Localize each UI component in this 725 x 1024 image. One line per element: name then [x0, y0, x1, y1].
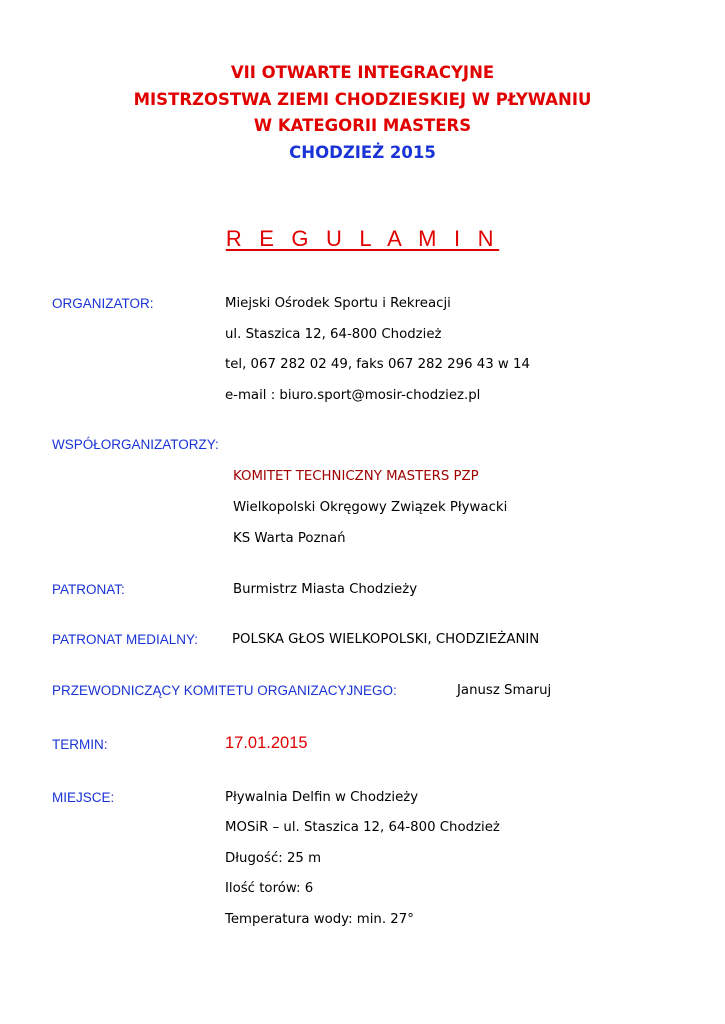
header-line-4: CHODZIEŻ 2015 — [289, 142, 436, 162]
regulamin-title-text: R E G U L A M I N — [225, 226, 500, 251]
organizator-line-1: Miejski Ośrodek Sportu i Rekreacji — [225, 296, 451, 311]
przewodniczacy-label: PRZEWODNICZĄCY KOMITETU ORGANIZACYJNEGO — [52, 683, 394, 698]
organizator-label: ORGANIZATOR: — [52, 296, 154, 311]
organizator-email: e-mail : biuro.sport@mosir-chodziez.pl — [225, 388, 481, 403]
document-header — [0, 60, 725, 166]
header-line-1: VII OTWARTE INTEGRACYJNE — [230, 63, 495, 82]
miejsce-line-3: Długość: 25 m — [225, 851, 322, 866]
miejsce-line-5: Temperatura wody: min. 27° — [225, 912, 414, 927]
miejsce-line-4: Ilość torów: 6 — [225, 881, 314, 896]
termin-value: 17.01.2015 — [225, 734, 308, 752]
patronat-medialny-label: PATRONAT MEDIALNY: — [52, 632, 199, 647]
organizator-line-3: tel, 067 282 02 49, faks 067 282 296 43 w 14 — [225, 357, 530, 372]
termin-label: TERMIN: — [52, 737, 108, 752]
header-line-3: W KATEGORII MASTERS — [253, 116, 472, 135]
miejsce-line-2: MOSiR – ul. Staszica 12, 64-800 Chodzież — [225, 820, 500, 835]
miejsce-label: MIEJSCE: — [52, 790, 115, 805]
wspolorganizatorzy-label: WSPÓŁORGANIZATORZY: — [52, 437, 219, 452]
wspolorganizator-line-3: KS Warta Poznań — [233, 531, 346, 546]
wspolorganizator-line-2: Wielkopolski Okręgowy Związek Pływacki — [233, 500, 508, 515]
miejsce-line-1: Pływalnia Delfin w Chodzieży — [225, 790, 419, 805]
przewodniczacy-row — [52, 683, 397, 698]
organizator-line-2: ul. Staszica 12, 64-800 Chodzież — [225, 327, 442, 342]
przewodniczacy-colon: : — [393, 683, 397, 698]
patronat-label: PATRONAT: — [52, 582, 125, 597]
regulamin-heading — [0, 226, 725, 252]
header-line-2: MISTRZOSTWA ZIEMI CHODZIESKIEJ W PŁYWANIU — [133, 89, 592, 109]
patronat-medialny-value: POLSKA GŁOS WIELKOPOLSKI, CHODZIEŻANIN — [232, 632, 540, 647]
wspolorganizator-line-1: KOMITET TECHNICZNY MASTERS PZP — [233, 469, 479, 484]
patronat-value: Burmistrz Miasta Chodzieży — [233, 582, 418, 597]
przewodniczacy-value: Janusz Smaruj — [457, 683, 552, 698]
